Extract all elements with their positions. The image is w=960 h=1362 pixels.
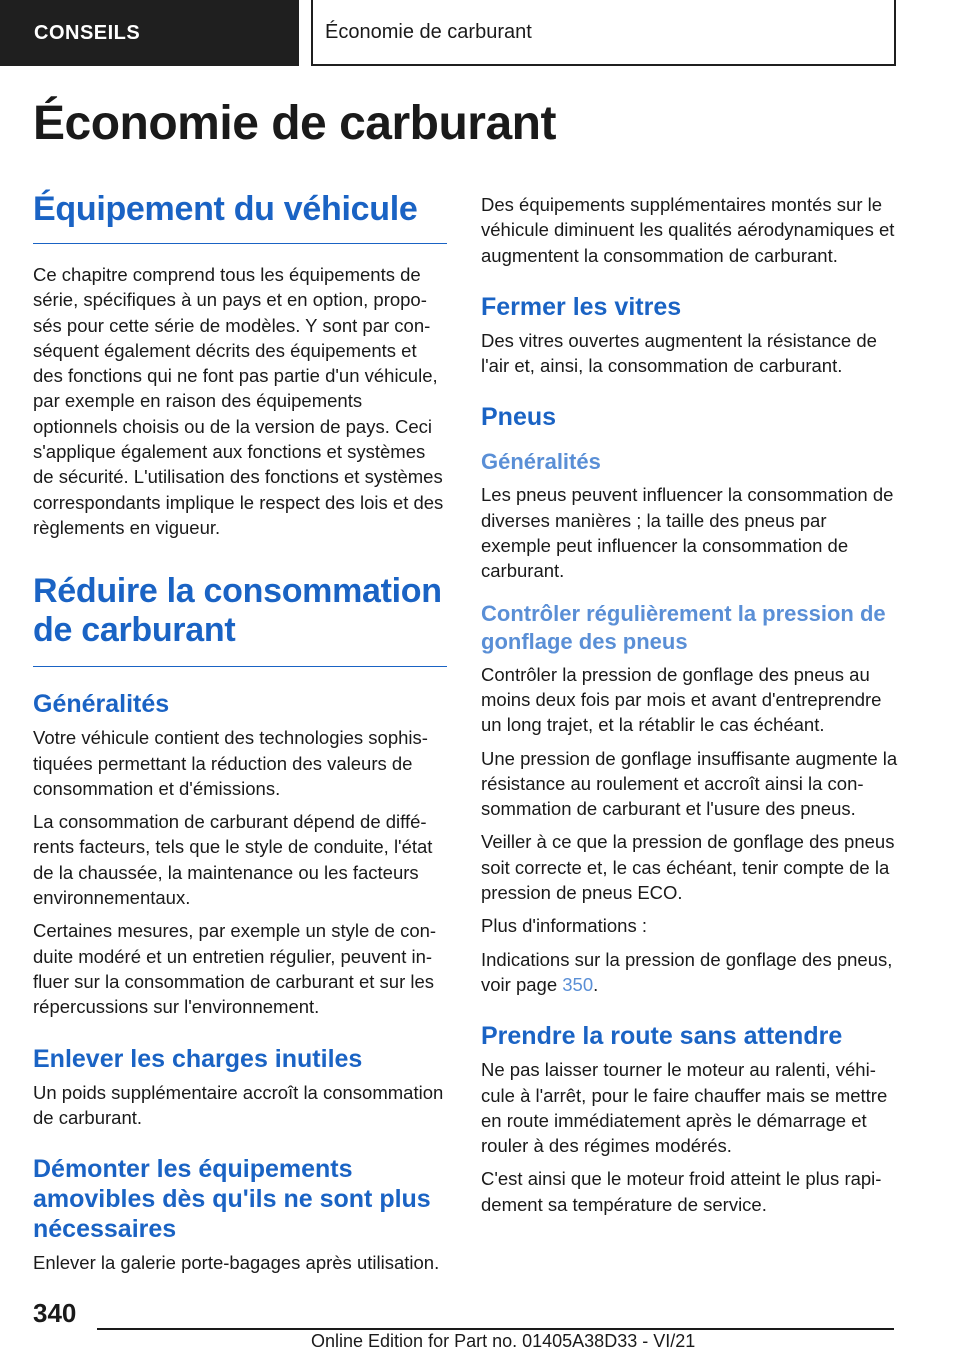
paragraph-charges: Un poids supplémentaire accroît la consommation de carburant. — [33, 1081, 444, 1128]
heading-route: Prendre la route sans attendre — [481, 1022, 843, 1051]
paragraph-intro: Des équipements supplémentaires montés sur le véhicule diminuent les qualités aérodynamiques et augmentent la consommation de carburant. — [481, 194, 895, 266]
heading-pression: Contrôler régulièrement la pression de gonflage des pneus — [481, 600, 886, 654]
paragraph-vitres: Des vitres ouvertes augmentent la résistance de l'air et, ainsi, la consommation de carburant. — [481, 329, 877, 377]
footer-rule — [97, 1328, 894, 1330]
heading-reduire: Réduire la consommation de carburant — [33, 572, 447, 667]
indications-text: Indications sur la pression de gonflage des pneus, voir page — [481, 948, 893, 995]
page-title: Économie de carburant — [33, 97, 556, 150]
indications-period: . — [593, 973, 599, 995]
left-column — [33, 190, 447, 1283]
heading-demonter: Démonter les équipements amovibles dès qu'ils ne sont plus nécessaires — [33, 1155, 431, 1244]
heading-charges: Enlever les charges inutiles — [33, 1044, 363, 1073]
paragraph-plus-info: Plus d'informations : — [481, 915, 647, 937]
paragraph-pression-1: Contrôler la pression de gonflage des pneus au moins deux fois par mois et avant d'entreprendre un long trajet, et la rétablir le cas échéant. — [481, 663, 882, 736]
footer-edition: Online Edition for Part no. 01405A38D33 - VI/21 — [311, 1331, 696, 1351]
section-tab — [0, 0, 299, 66]
paragraph-route-2: C'est ainsi que le moteur froid atteint le plus rapidement sa température de service. — [481, 1168, 882, 1215]
paragraph-gen-3: Certaines mesures, par exemple un style de conduite modéré et un entretien régulier, peuvent influer sur la consommation de carburant et sur les répercussions sur l'environnement. — [33, 920, 437, 1018]
paragraph-gen-1: Votre véhicule contient des technologies sophistiquées permettant la réduction des valeurs de consommation et d'émissions. — [33, 727, 428, 799]
section-label: CONSEILS — [34, 21, 141, 44]
heading-equipement: Équipement du véhicule — [33, 190, 447, 244]
paragraph-indications — [481, 947, 901, 998]
heading-pneus: Pneus — [481, 403, 557, 432]
heading-pneus-generalites: Généralités — [481, 449, 601, 475]
paragraph-pression-2: Une pression de gonflage insuffisante augmente la résistance au roulement et accroît ainsi la consommation de carburant et l'usure des pneus. — [481, 747, 898, 820]
heading-vitres: Fermer les vitres — [481, 292, 682, 321]
page-link[interactable]: 350 — [562, 973, 594, 995]
chapter-header — [311, 0, 896, 66]
paragraph-gen-2: La consommation de carburant dépend de différents facteurs, tels que le style de conduite, l'état de la chaussée, la maintenance ou les facteurs environnementaux. — [33, 811, 433, 909]
paragraph-pression-3: Veiller à ce que la pression de gonflage des pneus soit correcte et, le cas échéant, tenir compte de la pression de pneus ECO. — [481, 831, 895, 904]
paragraph-pneus-gen: Les pneus peuvent influencer la consommation de diverses manières ; la taille des pneus par exemple peut influencer la consommation de carburant. — [481, 484, 894, 582]
right-column — [481, 192, 901, 1225]
heading-generalites: Généralités — [33, 690, 170, 719]
paragraph-equipement: Ce chapitre comprend tous les équipements de série, spécifiques à un pays et en option, proposés pour cette série de modèles. Y sont par conséquent également décrits des équipements et des fonctions qui ne font pas partie d'un véhicule, par exemple en raison des équipements optionnels choisis ou de la version de pays. Ceci s'applique également aux fonctions et systèmes de sécurité. L'utilisation des fonctions et systèmes correspondants implique le respect des lois et des règlements en vigueur. — [33, 264, 444, 538]
page-number: 340 — [33, 1298, 77, 1328]
paragraph-route-1: Ne pas laisser tourner le moteur au ralenti, véhicule à l'arrêt, pour le faire chauffer mais se mettre en route immédiatement après le démarrage et rouler à des régimes modérés. — [481, 1059, 888, 1157]
chapter-label: Économie de carburant — [325, 20, 532, 43]
paragraph-demonter: Enlever la galerie porte-bagages après utilisation. — [33, 1252, 440, 1274]
